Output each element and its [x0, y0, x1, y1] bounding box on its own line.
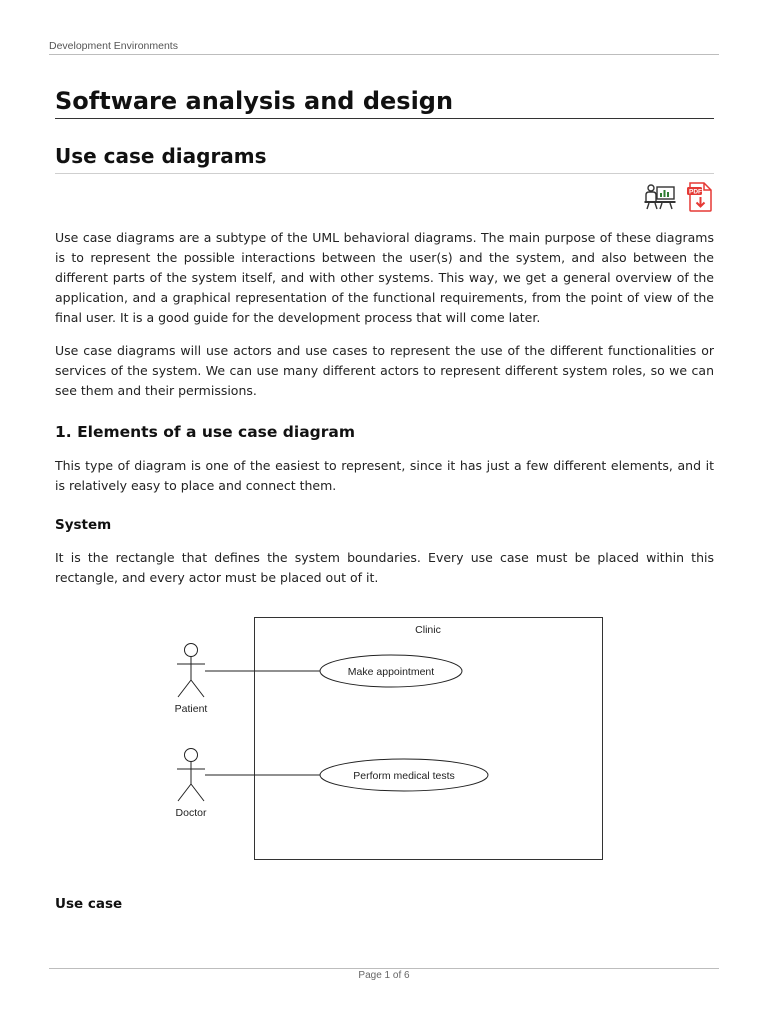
pdf-download-icon[interactable] — [686, 182, 714, 212]
use-case-label-1: Make appointment — [347, 666, 435, 678]
use-case-diagram — [160, 612, 610, 867]
page-number: Page 1 of 6 — [49, 968, 719, 981]
section-title: Use case diagrams — [55, 142, 714, 174]
elements-intro-paragraph: This type of diagram is one of the easiest to represent, since it has just a few different elements, and it is relatively easy to place and connect them. — [55, 458, 714, 493]
actor-label-doctor: Doctor — [175, 807, 207, 819]
page-content — [55, 86, 714, 588]
presentation-icon[interactable] — [644, 182, 676, 210]
actor-label-patient: Patient — [174, 703, 208, 715]
use-case-label-2: Perform medical tests — [353, 770, 455, 782]
icon-bar — [55, 182, 714, 212]
system-name: Clinic — [415, 624, 441, 636]
actor-figure-patient — [177, 644, 205, 698]
system-paragraph: It is the rectangle that defines the system boundaries. Every use case must be placed within this rectangle, and every actor must be placed out of it. — [55, 550, 714, 585]
page-title: Software analysis and design — [55, 86, 714, 119]
system-boundary — [255, 618, 603, 860]
running-header: Development Environments — [49, 40, 719, 55]
actors-paragraph: Use case diagrams will use actors and use cases to represent the use of the different functionalities or services of the system. We can use many different actors to represent different system roles, so we can see them and their permissions. — [55, 343, 714, 398]
use-case-heading: Use case — [55, 896, 123, 912]
system-heading: System — [55, 517, 112, 533]
actor-figure-doctor — [177, 749, 205, 802]
subsection-title: 1. Elements of a use case diagram — [55, 423, 356, 441]
svg-text:PDF: PDF — [689, 188, 702, 196]
intro-paragraph: Use case diagrams are a subtype of the UML behavioral diagrams. The main purpose of these diagrams is to represent the possible interactions between the user(s) and the system, and also between the different parts of the system itself, and with other systems. This way, we get a general overview of the application, and a graphical representation of the functional requirements, from the point of view of the final user. It is a good guide for the development process that will come later. — [55, 230, 714, 325]
